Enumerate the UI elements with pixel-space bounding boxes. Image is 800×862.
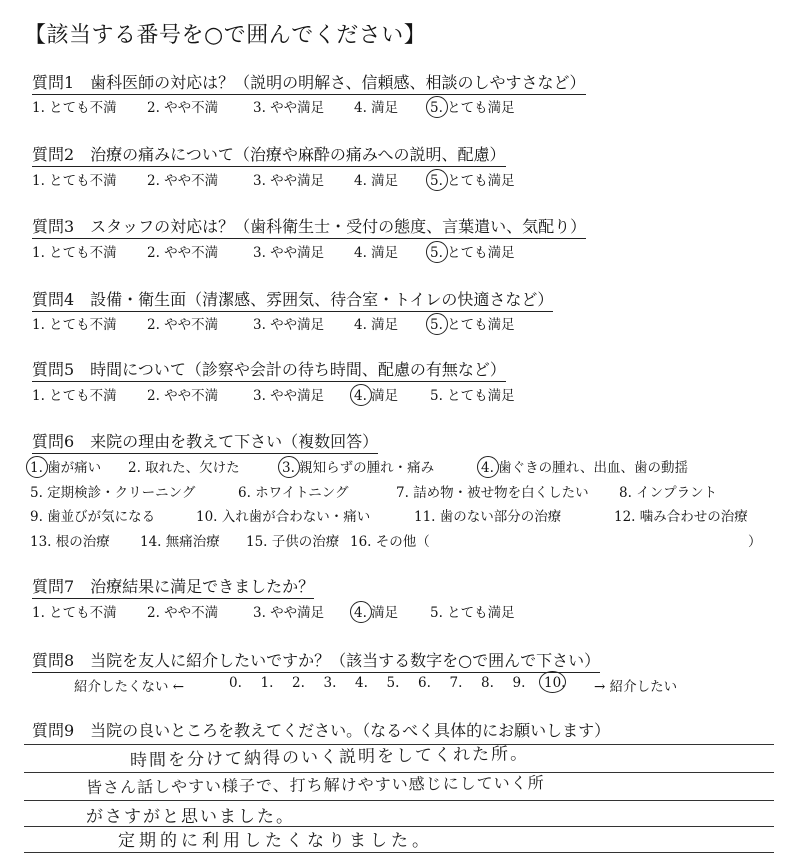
option-item[interactable]: 3. やや満足 bbox=[253, 173, 325, 189]
option-number: 1. bbox=[32, 245, 45, 261]
option-number: 5. bbox=[430, 605, 443, 621]
option-item[interactable]: 16. その他（ bbox=[350, 533, 430, 550]
option-item[interactable]: 5. とても満足 bbox=[430, 100, 515, 116]
option-number: 3. bbox=[253, 173, 266, 189]
option-number: 4. bbox=[354, 388, 367, 404]
option-item[interactable]: 12. 噛み合わせの治療 bbox=[614, 509, 748, 525]
option-item[interactable]: 2. 取れた、欠けた bbox=[128, 460, 240, 476]
handwritten-answer-line: がさすがと思いました。 bbox=[86, 807, 295, 827]
question-title: 質問3 スタッフの対応は？（歯科衛生士・受付の態度、言葉遣い、気配り） bbox=[32, 214, 586, 239]
option-number: 1. bbox=[32, 173, 45, 189]
option-number: 14. bbox=[140, 533, 162, 550]
option-item[interactable]: 2. やや不満 bbox=[147, 388, 219, 404]
handwritten-answer-line: 定期的に利用したくなりました。 bbox=[118, 831, 433, 851]
question-title: 質問9 当院の良いところを教えてください。（なるべく具体的にお願いします） bbox=[32, 721, 611, 740]
option-number: 16. bbox=[350, 533, 372, 550]
question-title: 質問7 治療結果に満足できましたか？ bbox=[32, 574, 314, 599]
option-number: 2. bbox=[147, 100, 160, 116]
option-item[interactable]: 11. 歯のない部分の治療 bbox=[414, 509, 562, 525]
option-number: 5. bbox=[430, 100, 443, 116]
page-title: 【該当する番号を○で囲んでください】 bbox=[24, 23, 427, 48]
scale-number[interactable]: 4. bbox=[355, 675, 368, 691]
scale-left-label: 紹介したくない ← bbox=[74, 679, 185, 695]
option-item[interactable]: 1. とても不満 bbox=[32, 388, 117, 404]
option-number: 12. bbox=[614, 509, 636, 525]
handwritten-answer-line: 皆さん話しやすい様子で、打ち解けやすい感じにしていく所 bbox=[85, 773, 545, 797]
option-item[interactable]: 3. やや満足 bbox=[253, 605, 325, 621]
option-number: 2. bbox=[128, 460, 141, 476]
question-title: 質問4 設備・衛生面（清潔感、雰囲気、待合室・トイレの快適さなど） bbox=[32, 287, 553, 312]
question-title: 質問1 歯科医師の対応は？（説明の明解さ、信頼感、相談のしやすさなど） bbox=[32, 70, 586, 95]
option-number: 4. bbox=[354, 100, 367, 116]
option-item[interactable]: 4. 満足 bbox=[354, 100, 399, 116]
option-number: 2. bbox=[147, 245, 160, 261]
option-number: 3. bbox=[282, 460, 295, 476]
option-item[interactable]: 3. やや満足 bbox=[253, 388, 325, 404]
option-number: 2. bbox=[147, 173, 160, 189]
scale-number[interactable]: 3. bbox=[323, 675, 337, 691]
scale-number[interactable]: 10. bbox=[544, 675, 566, 691]
option-number: 1. bbox=[32, 388, 45, 404]
option-item[interactable]: 5. とても満足 bbox=[430, 388, 515, 404]
option-item[interactable]: 2. やや不満 bbox=[147, 100, 219, 116]
option-item[interactable]: 4. 満足 bbox=[354, 245, 399, 261]
option-item[interactable]: 6. ホワイトニング bbox=[238, 484, 349, 501]
option-number: 3. bbox=[253, 317, 266, 333]
option-item[interactable]: 1. とても不満 bbox=[32, 173, 117, 189]
option-number: 5. bbox=[430, 245, 443, 261]
option-number: 4. bbox=[354, 605, 367, 621]
option-item[interactable]: 5. とても満足 bbox=[430, 605, 515, 621]
option-number: 3. bbox=[253, 605, 266, 621]
option-item[interactable]: 14. 無痛治療 bbox=[140, 533, 220, 550]
option-number: 15. bbox=[246, 533, 268, 550]
option-item[interactable]: 5. とても満足 bbox=[430, 173, 515, 189]
option-number: 6. bbox=[238, 484, 251, 501]
option-number: 5. bbox=[30, 484, 43, 501]
option-number: 2. bbox=[147, 605, 160, 621]
option-number: 7. bbox=[396, 484, 409, 501]
option-number: 11. bbox=[414, 509, 436, 525]
question-title: 質問8 当院を友人に紹介したいですか？（該当する数字を○で囲んで下さい） bbox=[32, 648, 600, 673]
option-item[interactable]: 1. とても不満 bbox=[32, 605, 117, 621]
answer-rule bbox=[24, 800, 774, 801]
option-item[interactable]: 5. 定期検診・クリーニング bbox=[30, 484, 196, 501]
option-number: 5. bbox=[430, 317, 443, 333]
scale-number[interactable]: 6. bbox=[418, 675, 431, 691]
option-number: 1. bbox=[32, 317, 45, 333]
reason-options bbox=[30, 456, 790, 556]
other-close-paren: ） bbox=[748, 533, 762, 550]
option-item[interactable]: 7. 詰め物・被せ物を白くしたい bbox=[396, 484, 589, 501]
option-number: 2. bbox=[147, 388, 160, 404]
option-item[interactable]: 2. やや不満 bbox=[147, 245, 219, 261]
option-number: 3. bbox=[253, 388, 266, 404]
option-item[interactable]: 4. 満足 bbox=[354, 173, 399, 189]
option-item[interactable]: 15. 子供の治療 bbox=[246, 533, 340, 550]
option-item[interactable]: 4. 歯ぐきの腫れ、出血、歯の動揺 bbox=[481, 460, 688, 476]
option-number: 9. bbox=[30, 509, 43, 525]
option-item[interactable]: 10. 入れ歯が合わない・痛い bbox=[196, 509, 371, 525]
option-number: 10. bbox=[196, 509, 218, 525]
question-title: 質問2 治療の痛みについて（治療や麻酔の痛みへの説明、配慮） bbox=[32, 142, 506, 167]
option-number: 4. bbox=[354, 245, 367, 261]
option-item[interactable]: 3. やや満足 bbox=[253, 317, 325, 333]
option-item[interactable]: 5. とても満足 bbox=[430, 245, 515, 261]
option-number: 5. bbox=[430, 388, 443, 404]
option-number: 1. bbox=[32, 605, 45, 621]
scale-number[interactable]: 9. bbox=[512, 675, 526, 691]
scale-number[interactable]: 7. bbox=[449, 675, 463, 691]
option-item[interactable]: 1. とても不満 bbox=[32, 245, 117, 261]
option-number: 5. bbox=[430, 173, 443, 189]
option-number: 3. bbox=[253, 245, 266, 261]
option-number: 1. bbox=[32, 100, 45, 116]
scale-number[interactable]: 8. bbox=[481, 675, 494, 691]
option-item[interactable]: 1. 歯が痛い bbox=[30, 460, 102, 476]
scale-number[interactable]: 0. bbox=[229, 675, 242, 691]
option-item[interactable]: 4. 満足 bbox=[354, 388, 399, 404]
question-title: 質問6 来院の理由を教えて下さい（複数回答） bbox=[32, 429, 378, 454]
option-item[interactable]: 2. やや不満 bbox=[147, 173, 219, 189]
option-item[interactable]: 5. とても満足 bbox=[430, 317, 515, 333]
scale-number[interactable]: 1. bbox=[260, 675, 274, 691]
option-item[interactable]: 13. 根の治療 bbox=[30, 533, 110, 550]
option-item[interactable]: 2. やや不満 bbox=[147, 317, 219, 333]
option-number: 4. bbox=[354, 317, 367, 333]
option-number: 4. bbox=[481, 460, 494, 476]
option-item[interactable]: 3. 親知らずの腫れ・痛み bbox=[282, 460, 435, 476]
option-number: 13. bbox=[30, 533, 52, 550]
option-item[interactable]: 8. インプラント bbox=[619, 484, 718, 501]
option-number: 4. bbox=[354, 173, 367, 189]
scale-number[interactable]: 2. bbox=[292, 675, 305, 691]
scale-number[interactable]: 5. bbox=[386, 675, 400, 691]
option-number: 1. bbox=[30, 460, 43, 476]
recommend-scale bbox=[74, 675, 774, 699]
option-item[interactable]: 3. やや満足 bbox=[253, 100, 325, 116]
option-number: 3. bbox=[253, 100, 266, 116]
scale-right-label: → 紹介したい bbox=[594, 679, 678, 695]
option-number: 8. bbox=[619, 484, 632, 501]
option-item[interactable]: 9. 歯並びが気になる bbox=[30, 509, 156, 525]
handwritten-answer-line: 時間を分けて納得のいく説明をしてくれた所。 bbox=[129, 744, 530, 771]
question-title: 質問5 時間について（診察や会計の待ち時間、配慮の有無など） bbox=[32, 357, 506, 382]
option-item[interactable]: 4. 満足 bbox=[354, 317, 399, 333]
option-item[interactable]: 1. とても不満 bbox=[32, 100, 117, 116]
option-item[interactable]: 1. とても不満 bbox=[32, 317, 117, 333]
option-number: 2. bbox=[147, 317, 160, 333]
answer-rule bbox=[24, 852, 774, 853]
option-item[interactable]: 3. やや満足 bbox=[253, 245, 325, 261]
option-item[interactable]: 2. やや不満 bbox=[147, 605, 219, 621]
option-item[interactable]: 4. 満足 bbox=[354, 605, 399, 621]
